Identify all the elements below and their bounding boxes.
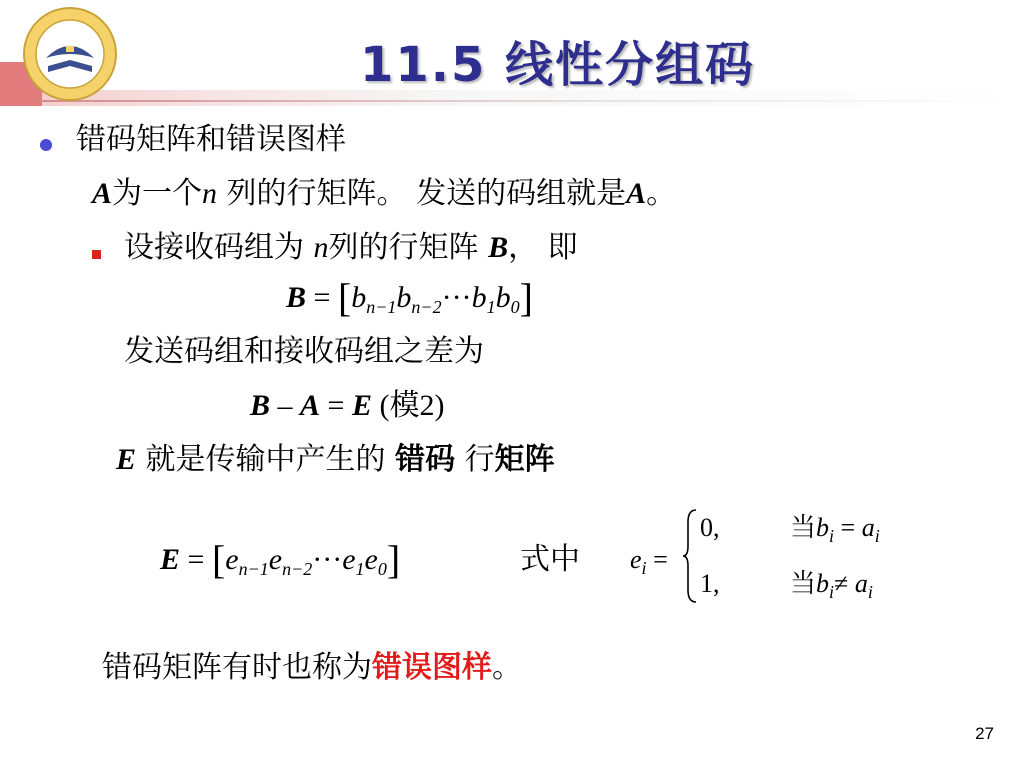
cases-lhs: $e_i$ =	[630, 545, 668, 578]
text-line-1: A为一个n 列的行矩阵。 发送的码组就是A。	[92, 176, 677, 211]
case-condition-equal: 当$b_i = a_i$	[790, 513, 880, 546]
matrix-a: A	[626, 177, 647, 210]
where-label: 式中	[520, 542, 580, 577]
equation-error-matrix: $E = [e_{n-1}e_{n-2}\cdot\cdot\cdot e_1e_0]$	[160, 537, 401, 582]
matrix-b: B	[488, 231, 509, 264]
var-n: n	[202, 177, 218, 210]
text-line-2: 设接收码组为 n列的行矩阵 B， 即	[124, 230, 578, 265]
error-pattern-term: 错误图样	[372, 650, 492, 685]
page-number: 27	[975, 724, 994, 743]
text-line-5: 错码矩阵有时也称为错误图样。	[102, 650, 522, 685]
bullet-dot-icon	[40, 139, 52, 151]
section-heading: 错码矩阵和错误图样	[76, 122, 346, 157]
slide-title: 11.5 线性分组码	[360, 37, 756, 93]
equation-error-difference: B – A = E (模2)	[250, 389, 445, 422]
text-line-4: E 就是传输中产生的 错码 行矩阵	[116, 442, 555, 477]
case-condition-not-equal: 当$b_i\ne a_i$	[790, 569, 873, 602]
matrix-e: E	[116, 443, 137, 476]
var-n: n	[313, 231, 329, 264]
text-line-3: 发送码组和接收码组之差为	[124, 334, 484, 369]
case-value-zero: 0,	[700, 513, 720, 542]
header-divider	[38, 100, 1024, 102]
case-value-one: 1,	[700, 569, 720, 598]
matrix-a: A	[92, 177, 113, 210]
equation-received-codeword: $B = [b_{n-1}b_{n-2}\cdot\cdot\cdot b_1b_0]$	[286, 275, 533, 320]
cases-brace-icon	[682, 508, 698, 604]
university-seal-icon	[22, 6, 118, 102]
square-bullet-icon	[92, 250, 101, 259]
